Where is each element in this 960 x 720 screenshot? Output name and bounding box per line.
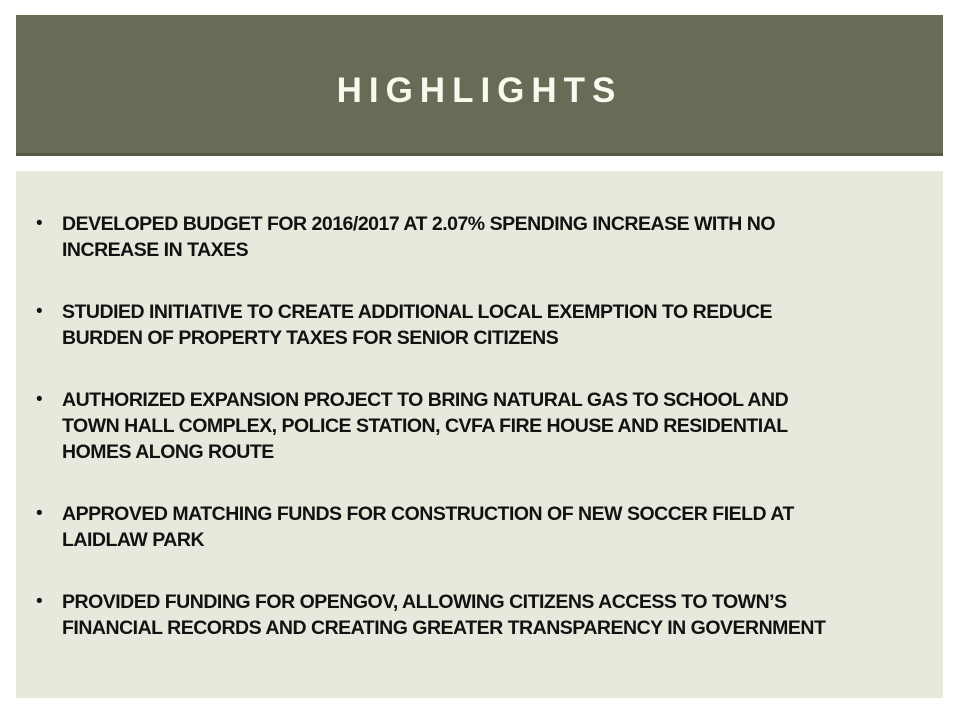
bullet-item xyxy=(16,299,840,351)
bullet-item xyxy=(16,501,840,553)
bullet-item xyxy=(16,211,840,263)
bullet-text: AUTHORIZED EXPANSION PROJECT TO BRING NATURAL GAS TO SCHOOL AND TOWN HALL COMPLEX, POLICE STATION, CVFA FIRE HOUSE AND RESIDENTIAL HOMES ALONG ROUTE xyxy=(62,389,789,463)
bullet-list xyxy=(16,211,840,641)
bullet-icon: • xyxy=(36,389,43,410)
bullet-item xyxy=(16,589,840,641)
bullet-icon: • xyxy=(36,301,43,322)
bullet-text: STUDIED INITIATIVE TO CREATE ADDITIONAL LOCAL EXEMPTION TO REDUCE BURDEN OF PROPERTY TAXES FOR SENIOR CITIZENS xyxy=(62,301,772,349)
bullet-text: PROVIDED FUNDING FOR OPENGOV, ALLOWING CITIZENS ACCESS TO TOWN’S FINANCIAL RECORDS AND CREATING GREATER TRANSPARENCY IN GOVERNMENT xyxy=(62,591,826,639)
bullet-icon: • xyxy=(36,591,43,612)
bullet-icon: • xyxy=(36,213,43,234)
bullet-text: DEVELOPED BUDGET FOR 2016/2017 AT 2.07% SPENDING INCREASE WITH NO INCREASE IN TAXES xyxy=(62,213,776,261)
title-band xyxy=(16,15,943,156)
slide-title: HIGHLIGHTS xyxy=(336,71,623,110)
bullet-item xyxy=(16,387,840,465)
content-panel xyxy=(16,171,943,698)
bullet-text: APPROVED MATCHING FUNDS FOR CONSTRUCTION OF NEW SOCCER FIELD AT LAIDLAW PARK xyxy=(62,503,794,551)
bullet-icon: • xyxy=(36,503,43,524)
